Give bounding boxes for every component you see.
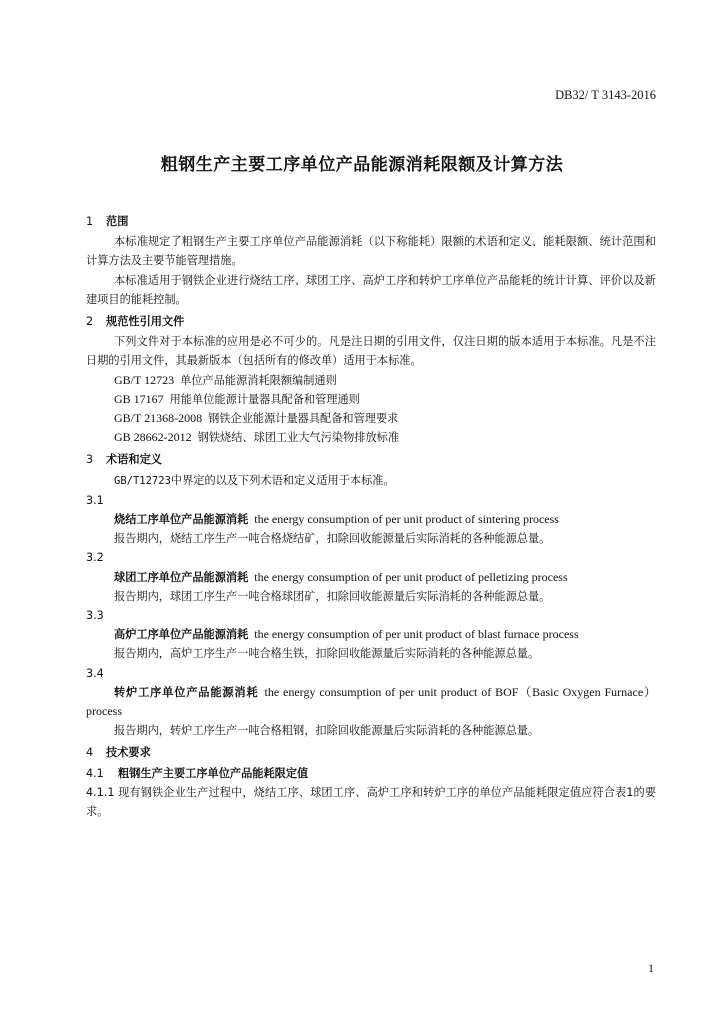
section-number: 2: [86, 315, 94, 329]
scope-paragraph-1: 本标准规定了粗钢生产主要工序单位产品能源消耗（以下称能耗）限额的术语和定义、能耗限额、统计范围和计算方法及主要节能管理措施。: [86, 235, 656, 268]
section-2-heading: [86, 312, 656, 331]
reference-code: GB/T 21368-2008: [114, 411, 203, 426]
term-english: the energy consumption of per unit product of blast furnace process: [254, 627, 579, 642]
term-number: 3.2: [86, 551, 104, 565]
section-3-heading: [86, 450, 656, 469]
term-entry: [86, 625, 656, 644]
reference-title: 用能单位能源计量器具配备和管理通则: [169, 392, 360, 406]
term-number: 3.1: [86, 493, 104, 507]
section-number: 3: [86, 453, 94, 467]
term-entry: [86, 568, 656, 587]
term-definition: 报告期内，球团工序生产一吨合格球团矿，扣除回收能源量后实际消耗的各种能源总量。: [114, 589, 551, 603]
section-title: 术语和定义: [106, 453, 162, 467]
section-title: 规范性引用文件: [106, 315, 185, 329]
reference-code: GB 28662-2012: [114, 430, 192, 445]
section-number: 4: [86, 746, 94, 760]
reference-item: [86, 390, 656, 409]
reference-code: GB/T 12723: [114, 372, 175, 387]
term-definition: 报告期内，转炉工序生产一吨合格粗钢，扣除回收能源量后实际消耗的各种能源总量。: [114, 724, 540, 738]
term-definition: 报告期内，烧结工序生产一吨合格烧结矿，扣除回收能源量后实际消耗的各种能源总量。: [114, 532, 551, 546]
terms-intro-text: 中界定的以及下列术语和定义适用于本标准。: [170, 473, 395, 487]
term-english: the energy consumption of per unit product of sintering process: [254, 512, 559, 527]
term-number: 3.3: [86, 609, 104, 623]
subsection-title: 粗钢生产主要工序单位产品能耗限定值: [118, 766, 309, 780]
term-entry: [86, 683, 656, 721]
clause-number: 4.1.1: [86, 785, 115, 799]
clause-text: 现有钢铁企业生产过程中，烧结工序、球团工序、高炉工序和转炉工序的单位产品能耗限定值应符合表1的要求。: [86, 785, 657, 819]
term-chinese: 球团工序单位产品能源消耗: [114, 570, 249, 584]
section-4-heading: [86, 743, 656, 762]
term-entry: [86, 510, 656, 529]
reference-title: 钢铁企业能源计量器具配备和管理要求: [208, 412, 399, 426]
subsection-number: 4.1: [86, 766, 104, 780]
term-english: the energy consumption of per unit product of BOF（Basic Oxygen Furnace） process: [86, 684, 656, 719]
reference-code: GB 17167: [114, 391, 164, 406]
section-title: 技术要求: [106, 746, 151, 760]
clause-paragraph: [86, 783, 656, 821]
document-body: [86, 209, 656, 821]
subsection-heading: [86, 764, 656, 783]
terms-intro-code: GB/T12723: [114, 474, 171, 487]
reference-title: 单位产品能源消耗限额编制通则: [180, 373, 337, 387]
term-number: 3.4: [86, 666, 104, 680]
term-chinese: 高炉工序单位产品能源消耗: [114, 628, 249, 642]
terms-intro: [86, 471, 656, 491]
document-title: 粗钢生产主要工序单位产品能源消耗限额及计算方法: [160, 155, 564, 175]
reference-item: [86, 428, 656, 447]
references-paragraph: 下列文件对于本标准的应用是必不可少的。凡是注日期的引用文件，仅注日期的版本适用于本标准。凡是不注日期的引用文件，其最新版本（包括所有的修改单）适用于本标准。: [86, 335, 656, 368]
term-english: the energy consumption of per unit product of pelletizing process: [254, 569, 568, 584]
scope-paragraph-2: 本标准适用于钢铁企业进行烧结工序、球团工序、高炉工序和转炉工序单位产品能耗的统计计算、评价以及新建项目的能耗控制。: [86, 273, 656, 306]
term-definition: 报告期内，高炉工序生产一吨合格生铁，扣除回收能源量后实际消耗的各种能源总量。: [114, 647, 540, 661]
reference-item: [86, 409, 656, 428]
reference-item: [86, 371, 656, 390]
term-chinese: 烧结工序单位产品能源消耗: [114, 513, 249, 527]
section-1-heading: [86, 212, 656, 231]
reference-title: 钢铁烧结、球团工业大气污染物排放标准: [197, 431, 400, 445]
term-chinese: 转炉工序单位产品能源消耗: [114, 685, 259, 699]
section-number: 1: [86, 215, 94, 228]
document-code: DB32/ T 3143-2016: [555, 88, 656, 102]
section-title: 范围: [106, 215, 129, 228]
page-number: 1: [648, 961, 654, 975]
